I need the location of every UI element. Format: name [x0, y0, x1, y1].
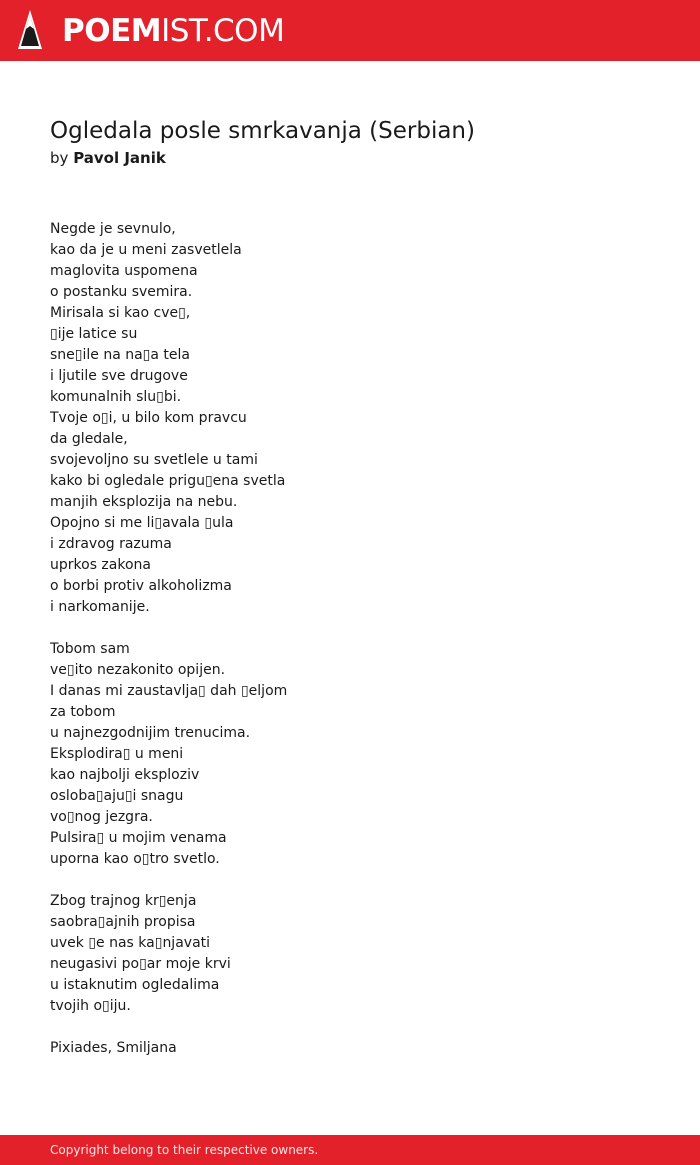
- poem-line: komunalnih slu▯bi.: [50, 389, 182, 405]
- author-name: Pavol Janik: [73, 149, 166, 167]
- poem-line: osloba▯aju▯i snagu: [50, 788, 184, 804]
- poem-line: u najnezgodnijim trenucima.: [50, 725, 251, 741]
- byline: [50, 148, 166, 169]
- poem-line: manjih eksplozija na nebu.: [50, 494, 238, 510]
- site-footer: [0, 1135, 700, 1165]
- poem-line: o postanku svemira.: [50, 284, 193, 300]
- pencil-icon[interactable]: [17, 9, 43, 51]
- brand-light-text: IST.COM: [161, 13, 285, 49]
- site-logo-link[interactable]: [62, 13, 284, 49]
- site-header: [0, 0, 700, 61]
- poem-line: i narkomanije.: [50, 599, 150, 615]
- poem-line: Tobom sam: [50, 641, 130, 657]
- poem-line: i zdravog razuma: [50, 536, 172, 552]
- poem-line: vo▯nog jezgra.: [50, 809, 153, 825]
- poem-line: kao najbolji eksploziv: [50, 767, 200, 783]
- poem-line: saobra▯ajnih propisa: [50, 914, 196, 930]
- poem-line: Pulsira▯ u mojim venama: [50, 830, 227, 846]
- poem-line: i ljutile sve drugove: [50, 368, 188, 384]
- by-label: by: [50, 149, 69, 167]
- poem-line: u istaknutim ogledalima: [50, 977, 220, 993]
- poem-line: ve▯ito nezakonito opijen.: [50, 662, 226, 678]
- poem-line: za tobom: [50, 704, 116, 720]
- poem-line: Opojno si me li▯avala ▯ula: [50, 515, 234, 531]
- poem-line: Pixiades, Smiljana: [50, 1040, 177, 1056]
- poem-line: Tvoje o▯i, u bilo kom pravcu: [50, 410, 247, 426]
- poem-line: sne▯ile na na▯a tela: [50, 347, 190, 363]
- stanza-gap: [50, 870, 670, 891]
- poem-body: [50, 219, 670, 1059]
- brand-bold-text: POEM: [62, 13, 162, 49]
- poem-line: Eksplodira▯ u meni: [50, 746, 184, 762]
- poem-line: tvojih o▯iju.: [50, 998, 131, 1014]
- stanza-gap: [50, 618, 670, 639]
- poem-line: kako bi ogledale prigu▯ena svetla: [50, 473, 286, 489]
- poem-line: uvek ▯e nas ka▯njavati: [50, 935, 211, 951]
- poem-line: da gledale,: [50, 431, 128, 447]
- poem-line: Mirisala si kao cve▯,: [50, 305, 191, 321]
- copyright-text: Copyright belong to their respective owners.: [50, 1143, 319, 1157]
- poem-line: I danas mi zaustavlja▯ dah ▯eljom: [50, 683, 288, 699]
- poem-title: Ogledala posle smrkavanja (Serbian): [50, 118, 475, 144]
- poem-line: ▯ije latice su: [50, 326, 138, 342]
- poem-line: Zbog trajnog kr▯enja: [50, 893, 197, 909]
- stanza-gap: [50, 1017, 670, 1038]
- poem-line: Negde je sevnulo,: [50, 221, 176, 237]
- poem-line: svojevoljno su svetlele u tami: [50, 452, 258, 468]
- poem-line: uprkos zakona: [50, 557, 151, 573]
- poem-line: neugasivi po▯ar moje krvi: [50, 956, 231, 972]
- poem-line: o borbi protiv alkoholizma: [50, 578, 232, 594]
- poem-line: maglovita uspomena: [50, 263, 198, 279]
- poem-line: uporna kao o▯tro svetlo.: [50, 851, 220, 867]
- poem-line: kao da je u meni zasvetlela: [50, 242, 242, 258]
